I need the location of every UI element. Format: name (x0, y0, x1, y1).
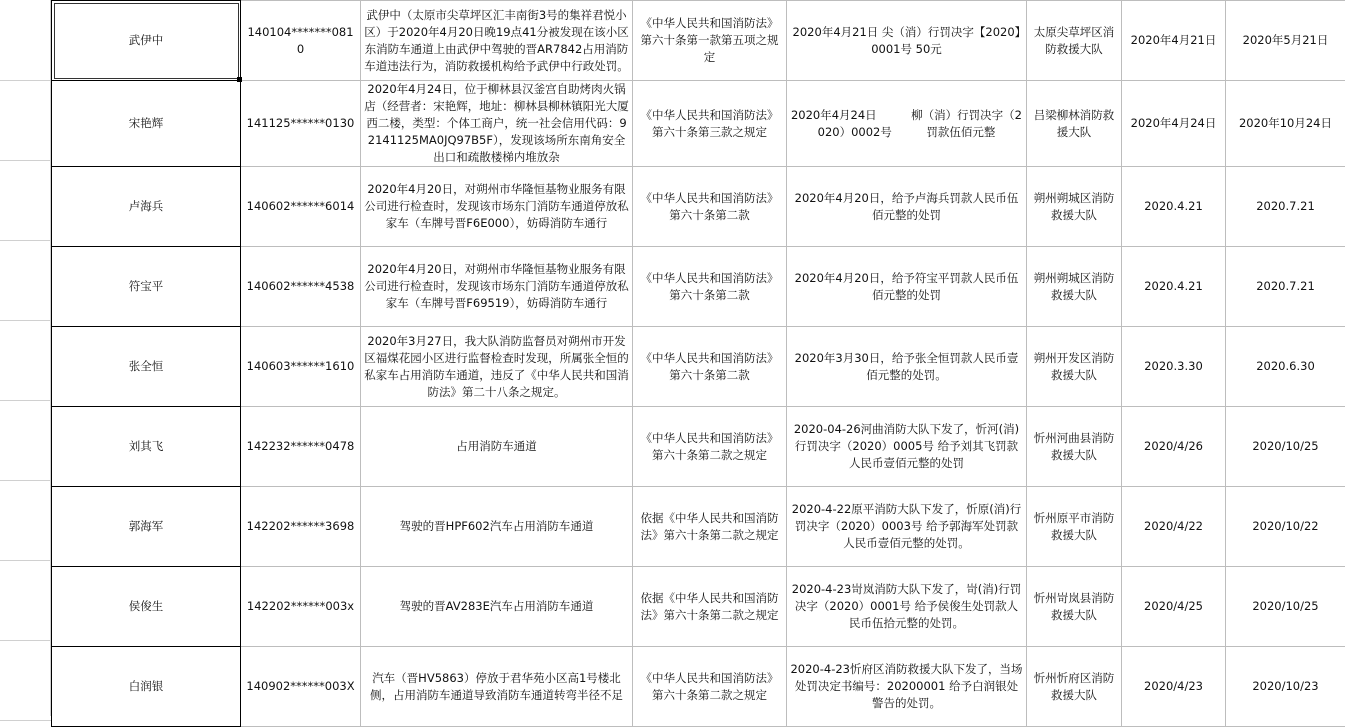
publicity-end-date-cell[interactable]: 2020年5月21日 (1226, 1, 1345, 81)
decision-date-cell[interactable]: 2020年4月21日 (1122, 1, 1226, 81)
agency-cell[interactable]: 朔州朔城区消防救援大队 (1027, 167, 1122, 247)
decision-date-cell[interactable]: 2020.4.21 (1122, 167, 1226, 247)
agency-cell[interactable]: 吕梁柳林消防救援大队 (1027, 81, 1122, 167)
table-row (52, 247, 1345, 327)
agency-cell[interactable]: 忻州原平市消防救援大队 (1027, 487, 1122, 567)
gutter-line (0, 560, 51, 561)
person-name-cell[interactable]: 张全恒 (52, 327, 241, 407)
publicity-end-date-cell[interactable]: 2020/10/22 (1226, 487, 1345, 567)
decision-date-cell[interactable]: 2020.3.30 (1122, 327, 1226, 407)
penalty-decision-cell[interactable]: 2020年4月20日，给予符宝平罚款人民币伍佰元整的处罚 (787, 247, 1027, 327)
violation-fact-cell[interactable]: 武伊中（太原市尖草坪区汇丰南街3号的集祥君悦小区）于2020年4月20日晚19点41分被发现在该小区东消防车通道上由武伊中驾驶的晋AR7842占用消防车道违法行为，消防救援机构给予武伊中行政处罚。 (361, 1, 633, 81)
table-row (52, 407, 1345, 487)
gutter-line (0, 400, 51, 401)
person-name-cell[interactable]: 宋艳辉 (52, 81, 241, 167)
penalty-decision-cell[interactable]: 2020-4-23岢岚消防大队下发了，岢(消)行罚决字（2020）0001号 给予侯俊生处罚款人民币伍拾元整的处罚。 (787, 567, 1027, 647)
agency-cell[interactable]: 朔州朔城区消防救援大队 (1027, 247, 1122, 327)
id-number-cell[interactable]: 140104*******0810 (241, 1, 361, 81)
publicity-end-date-cell[interactable]: 2020年10月24日 (1226, 81, 1345, 167)
decision-date-cell[interactable]: 2020.4.21 (1122, 247, 1226, 327)
publicity-end-date-cell[interactable]: 2020.6.30 (1226, 327, 1345, 407)
gutter-line (0, 480, 51, 481)
decision-date-cell[interactable]: 2020/4/25 (1122, 567, 1226, 647)
agency-cell[interactable]: 朔州开发区消防救援大队 (1027, 327, 1122, 407)
gutter-line (0, 160, 51, 161)
id-number-cell[interactable]: 142202******3698 (241, 487, 361, 567)
violation-fact-cell[interactable]: 2020年4月20日，对朔州市华隆恒基物业服务有限公司进行检查时，发现该市场东门消防车通道停放私家车（车牌号晋F6E000），妨碍消防车通行 (361, 167, 633, 247)
penalty-decision-cell[interactable]: 2020年3月30日，给予张全恒罚款人民币壹佰元整的处罚。 (787, 327, 1027, 407)
penalty-decision-cell[interactable]: 2020年4月20日，给予卢海兵罚款人民币伍佰元整的处罚 (787, 167, 1027, 247)
decision-date-cell[interactable]: 2020/4/23 (1122, 647, 1226, 727)
person-name-cell[interactable]: 卢海兵 (52, 167, 241, 247)
legal-basis-cell[interactable]: 《中华人民共和国消防法》第六十条第二款 (633, 327, 787, 407)
violation-fact-cell[interactable]: 驾驶的晋HPF602汽车占用消防车通道 (361, 487, 633, 567)
penalty-table (51, 0, 1345, 727)
legal-basis-cell[interactable]: 《中华人民共和国消防法》第六十条第二款之规定 (633, 647, 787, 727)
table-row (52, 1, 1345, 81)
person-name-cell[interactable]: 郭海军 (52, 487, 241, 567)
penalty-decision-cell[interactable]: 2020年4月21日 尖（消）行罚决字【2020】0001号 50元 (787, 1, 1027, 81)
table-row (52, 327, 1345, 407)
person-name-cell[interactable]: 武伊中 (52, 1, 241, 81)
violation-fact-cell[interactable]: 2020年4月24日，位于柳林县汉釜宫自助烤肉火锅店（经营者：宋艳辉，地址：柳林县柳林镇阳光大厦西二楼，类型：个体工商户，统一社会信用代码：92141125MA0JQ97B5F），发现该场所东南角安全出口和疏散楼梯内堆放杂 (361, 81, 633, 167)
row-header-column (0, 0, 51, 716)
agency-cell[interactable]: 太原尖草坪区消防救援大队 (1027, 1, 1122, 81)
legal-basis-cell[interactable]: 《中华人民共和国消防法》第六十条第二款之规定 (633, 407, 787, 487)
table-row (52, 487, 1345, 567)
legal-basis-cell[interactable]: 《中华人民共和国消防法》第六十条第一款第五项之规定 (633, 1, 787, 81)
id-number-cell[interactable]: 140603******1610 (241, 327, 361, 407)
table-row (52, 81, 1345, 167)
table-row (52, 567, 1345, 647)
decision-date-cell[interactable]: 2020/4/22 (1122, 487, 1226, 567)
gutter-line (0, 720, 51, 721)
legal-basis-cell[interactable]: 《中华人民共和国消防法》第六十条第二款 (633, 247, 787, 327)
table-row (52, 167, 1345, 247)
publicity-end-date-cell[interactable]: 2020.7.21 (1226, 247, 1345, 327)
penalty-decision-cell[interactable]: 2020-4-23忻府区消防救援大队下发了，当场处罚决定书编号：20200001 给予白润银处警告的处罚。 (787, 647, 1027, 727)
cell-selection-handle[interactable] (237, 77, 242, 82)
gutter-line (0, 640, 51, 641)
table-row (52, 647, 1345, 727)
person-name-cell[interactable]: 侯俊生 (52, 567, 241, 647)
violation-fact-cell[interactable]: 2020年3月27日，我大队消防监督员对朔州市开发区福煤花园小区进行监督检查时发现，所属张全恒的私家车占用消防车通道，违反了《中华人民共和国消防法》第二十八条之规定。 (361, 327, 633, 407)
id-number-cell[interactable]: 140902******003X (241, 647, 361, 727)
publicity-end-date-cell[interactable]: 2020/10/23 (1226, 647, 1345, 727)
legal-basis-cell[interactable]: 《中华人民共和国消防法》第六十条第三款之规定 (633, 81, 787, 167)
violation-fact-cell[interactable]: 2020年4月20日，对朔州市华隆恒基物业服务有限公司进行检查时，发现该市场东门消防车通道停放私家车（车牌号晋F69519），妨碍消防车通行 (361, 247, 633, 327)
id-number-cell[interactable]: 140602******4538 (241, 247, 361, 327)
gutter-line (0, 80, 51, 81)
id-number-cell[interactable]: 142232******0478 (241, 407, 361, 487)
legal-basis-cell[interactable]: 依据《中华人民共和国消防法》第六十条第二款之规定 (633, 487, 787, 567)
publicity-end-date-cell[interactable]: 2020/10/25 (1226, 407, 1345, 487)
penalty-decision-cell[interactable]: 2020-04-26河曲消防大队下发了，忻河(消)行罚决字（2020）0005号 给予刘其飞罚款人民币壹佰元整的处罚 (787, 407, 1027, 487)
decision-date-cell[interactable]: 2020/4/26 (1122, 407, 1226, 487)
agency-cell[interactable]: 忻州岢岚县消防救援大队 (1027, 567, 1122, 647)
penalty-decision-cell[interactable]: 2020年4月24日 柳（消）行罚决字（2020）0002号 罚款伍佰元整 (787, 81, 1027, 167)
penalty-decision-cell[interactable]: 2020-4-22原平消防大队下发了，忻原(消)行罚决字（2020）0003号 给予郭海军处罚款人民币壹佰元整的处罚。 (787, 487, 1027, 567)
violation-fact-cell[interactable]: 占用消防车通道 (361, 407, 633, 487)
person-name-cell[interactable]: 刘其飞 (52, 407, 241, 487)
gutter-line (0, 240, 51, 241)
decision-date-cell[interactable]: 2020年4月24日 (1122, 81, 1226, 167)
publicity-end-date-cell[interactable]: 2020.7.21 (1226, 167, 1345, 247)
id-number-cell[interactable]: 142202******003x (241, 567, 361, 647)
agency-cell[interactable]: 忻州忻府区消防救援大队 (1027, 647, 1122, 727)
person-name-cell[interactable]: 符宝平 (52, 247, 241, 327)
violation-fact-cell[interactable]: 驾驶的晋AV283E汽车占用消防车通道 (361, 567, 633, 647)
legal-basis-cell[interactable]: 《中华人民共和国消防法》第六十条第二款 (633, 167, 787, 247)
violation-fact-cell[interactable]: 汽车（晋HV5863）停放于君华苑小区高1号楼北侧，占用消防车通道导致消防车通道转弯半径不足 (361, 647, 633, 727)
agency-cell[interactable]: 忻州河曲县消防救援大队 (1027, 407, 1122, 487)
person-name-cell[interactable]: 白润银 (52, 647, 241, 727)
id-number-cell[interactable]: 141125******0130 (241, 81, 361, 167)
publicity-end-date-cell[interactable]: 2020/10/25 (1226, 567, 1345, 647)
legal-basis-cell[interactable]: 依据《中华人民共和国消防法》第六十条第二款之规定 (633, 567, 787, 647)
gutter-line (0, 320, 51, 321)
id-number-cell[interactable]: 140602******6014 (241, 167, 361, 247)
